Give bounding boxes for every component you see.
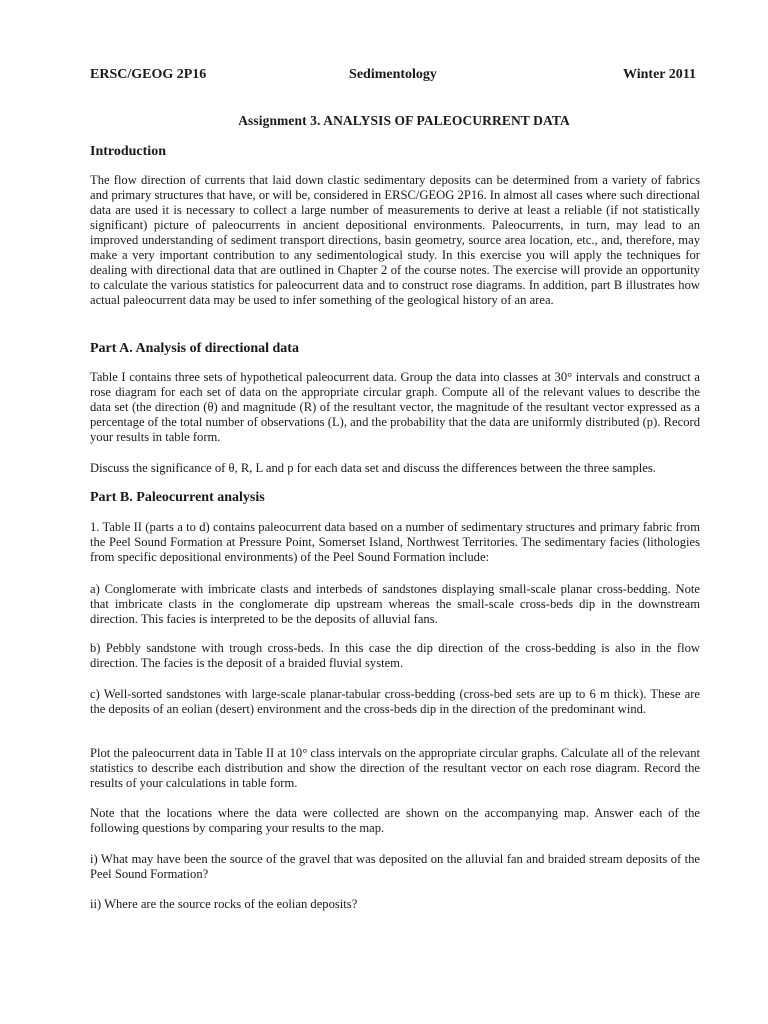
facies-c-paragraph: c) Well-sorted sandstones with large-scale planar-tabular cross-bedding (cross-bed sets are up to 6 m thick). These are the deposits of an eolian (desert) environment and the cross-beds dip in the direction of the predominant wind. (90, 687, 700, 716)
part-a-paragraph: Table I contains three sets of hypothetical paleocurrent data. Group the data into classes at 30° intervals and construct a rose diagram for each set of data on the appropriate circular graph. Compute all of the relevant values to describe the data set (the direction (θ) and magnitude (R) of the resultant vector, the magnitude of the resultant vector expressed as a percentage of the total number of observations (L), and the probability that the data are uniformly distributed (p). Record your results in table form. (90, 370, 700, 444)
course-term: Winter 2011 (623, 67, 696, 82)
assignment-title: Assignment 3. ANALYSIS OF PALEOCURRENT DATA (238, 113, 570, 128)
question-1: i) What may have been the source of the gravel that was deposited on the alluvial fan and braided stream deposits of the Peel Sound Formation? (90, 852, 700, 881)
facies-a-paragraph: a) Conglomerate with imbricate clasts and interbeds of sandstones displaying small-scale planar cross-bedding. Note that imbricate clasts in the conglomerate dip upstream whereas the small-scale cross-beds dip in the downstream direction. This facies is interpreted to be the deposits of alluvial fans. (90, 582, 700, 626)
part-a-heading: Part A. Analysis of directional data (90, 341, 299, 356)
plot-instructions-paragraph: Plot the paleocurrent data in Table II at 10° class intervals on the appropriate circular graphs. Calculate all of the relevant statistics to describe each distribution and show the direction of the resultant vector on each rose diagram. Record the results of your calculations in table form. (90, 746, 700, 790)
question-2: ii) Where are the source rocks of the eolian deposits? (90, 897, 358, 911)
part-b-intro-paragraph: 1. Table II (parts a to d) contains paleocurrent data based on a number of sedimentary structures and primary fabric from the Peel Sound Formation at Pressure Point, Somerset Island, Northwest Territories. The sedimentary facies (lithologies from specific depositional environments) of the Peel Sound Formation include: (90, 520, 700, 564)
part-b-heading: Part B. Paleocurrent analysis (90, 490, 265, 505)
course-code: ERSC/GEOG 2P16 (90, 67, 207, 82)
introduction-paragraph: The flow direction of currents that laid down clastic sedimentary deposits can be determined from a variety of fabrics and primary structures that have, or will be, considered in ERSC/GEOG 2P16. In almost all cases where such directional data are used it is necessary to collect a large number of measurements to derive at least a reliable (if not statistically significant) picture of paleocurrents in ancient depositional environments. Paleocurrents, in turn, may lead to an improved understanding of sediment transport directions, basin geometry, source area location, etc., and, therefore, may make a very important contribution to any sedimentological study. In this exercise you will apply the techniques for dealing with directional data that are outlined in Chapter 2 of the course notes. The exercise will provide an opportunity to calculate the various statistics for paleocurrent data and to construct rose diagrams. In addition, part B illustrates how actual paleocurrent data may be used to infer something of the geological history of an area. (90, 173, 700, 307)
facies-b-paragraph: b) Pebbly sandstone with trough cross-beds. In this case the dip direction of the cross-bedding is also in the flow direction. The facies is the deposit of a braided fluvial system. (90, 641, 700, 670)
page-header (90, 67, 696, 85)
course-subject: Sedimentology (349, 67, 437, 82)
map-note-paragraph: Note that the locations where the data were collected are shown on the accompanying map. Answer each of the following questions by comparing your results to the map. (90, 806, 700, 835)
introduction-heading: Introduction (90, 144, 166, 159)
part-a-discuss-paragraph: Discuss the significance of θ, R, L and p for each data set and discuss the differences between the three samples. (90, 461, 656, 475)
